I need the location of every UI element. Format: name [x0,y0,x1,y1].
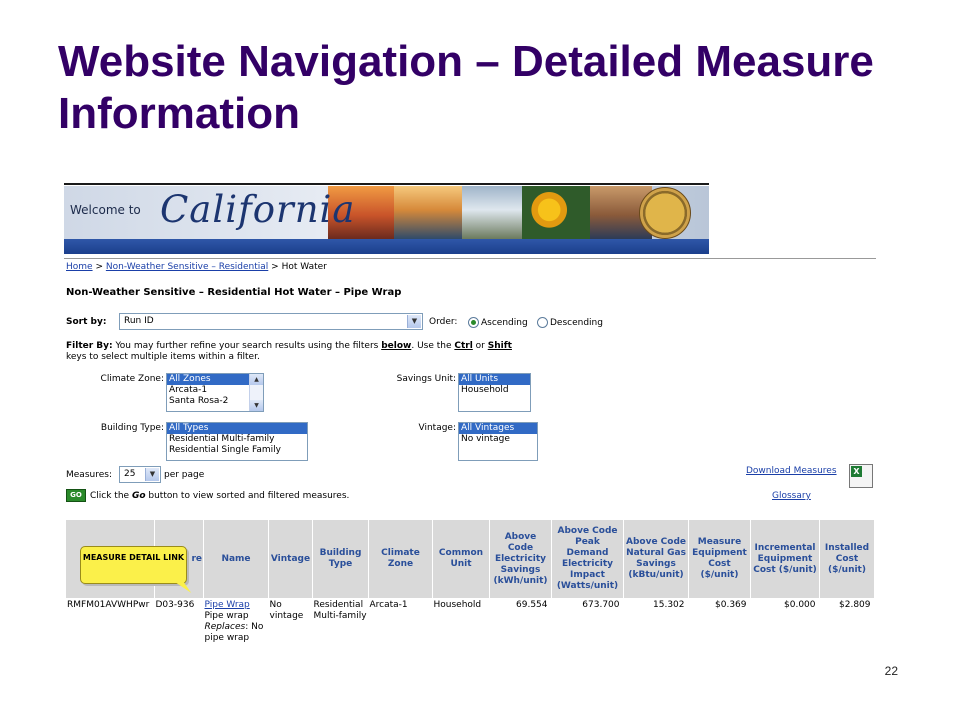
website-screenshot [64,183,876,653]
filter-text: You may further refine your search results using the filters [112,341,382,351]
list-option[interactable]: Residential Multi-family [169,434,275,444]
gas-savings-cell: 15.302 [653,600,685,610]
replaces-value: : No pipe wrap [204,622,264,643]
breadcrumb [66,262,327,273]
breadcrumb-home[interactable]: Home [66,262,93,272]
breadcrumb-current: Hot Water [281,262,327,272]
filter-below: below [381,341,412,351]
filter-ctrl: Ctrl [454,341,473,351]
banner-top-line [64,183,709,185]
slide-page-number: 22 [884,664,898,678]
col-header[interactable]: Name [204,520,269,598]
col-header[interactable]: Common Unit [433,520,490,598]
excel-icon[interactable] [849,464,873,488]
col-header[interactable]: Measure Equipment Cost ($/unit) [689,520,751,598]
col-header[interactable]: Above Code Peak Demand Electricity Impact (Watts/unit) [552,520,624,598]
breadcrumb-separator: > [271,262,279,272]
list-option[interactable]: All Vintages [459,423,537,434]
table-row [66,598,875,646]
col-header[interactable]: Above Code Electricity Savings (kWh/unit) [490,520,552,598]
climate-zone-listbox[interactable] [166,373,264,412]
filter-text: . Use the [411,341,455,351]
go-word: Go [131,491,146,501]
sort-label: Sort by: [66,317,107,327]
download-measures-link[interactable]: Download Measures [746,466,837,476]
breadcrumb-separator: > [95,262,103,272]
banner-blue-bar [64,239,709,254]
sort-by-value: Run ID [124,316,154,326]
list-option[interactable]: All Zones [167,374,263,385]
scroll-down-icon[interactable]: ▼ [250,400,263,411]
list-option[interactable]: All Types [167,423,307,434]
col-header[interactable]: Above Code Natural Gas Savings (kBtu/unit) [624,520,689,598]
go-text: Click the [90,491,132,501]
banner-welcome: Welcome to [70,203,141,217]
building-type-label: Building Type: [100,423,164,433]
chevron-down-icon[interactable]: ▼ [145,468,159,481]
peak-demand-cell: 673.700 [582,600,620,610]
chevron-down-icon[interactable]: ▼ [407,315,421,328]
measure-cost-cell: $0.369 [715,600,747,610]
vintage-label: Vintage: [418,423,456,433]
climate-zone-cell: Arcata-1 [369,600,408,610]
list-option[interactable]: All Units [459,374,530,385]
descending-radio[interactable] [537,317,548,328]
savings-unit-listbox[interactable] [458,373,531,412]
building-type-listbox[interactable] [166,422,308,461]
col-header[interactable]: Building Type [313,520,369,598]
order-label: Order: [429,317,458,327]
go-button[interactable]: GO [66,489,86,502]
savings-unit-label: Savings Unit: [396,374,456,384]
measures-value: 25 [124,469,136,479]
breadcrumb-section[interactable]: Non-Weather Sensitive – Residential [105,262,269,272]
list-option[interactable]: Household [461,385,509,395]
measures-label: Measures: [66,470,112,480]
slide-title: Website Navigation – Detailed Measure Information [58,37,874,138]
measure-detail-callout: MEASURE DETAIL LINK [80,546,187,584]
name-description: Pipe wrap [204,611,249,621]
col-header[interactable]: Installed Cost ($/unit) [820,520,875,598]
filter-text: keys to select multiple items within a filter. [66,352,260,362]
building-type-cell: Residential Multi-family [313,600,367,621]
per-page-label: per page [164,470,205,480]
waterfall-photo [462,186,522,239]
installed-cost-cell: $2.809 [839,600,871,610]
replaces-label: Replaces [204,622,246,632]
list-option[interactable]: Arcata-1 [169,385,208,395]
ascending-radio[interactable] [468,317,479,328]
climate-zone-label: Climate Zone: [100,374,164,384]
filter-shift: Shift [487,341,512,351]
banner-state-name: California [160,188,356,231]
col-header[interactable]: re [155,520,204,598]
vintage-cell: No vintage [269,600,304,621]
ascending-label: Ascending [481,318,528,328]
sunset-photo [394,186,462,239]
scroll-up-icon[interactable]: ▲ [250,374,263,385]
elec-savings-cell: 69.554 [516,600,548,610]
col-header[interactable]: Vintage [269,520,313,598]
measures-per-page-select[interactable] [119,466,161,483]
state-seal-icon [639,187,691,239]
sort-by-select[interactable] [119,313,423,330]
measure-cell: D03-936 [155,600,195,610]
filter-text: or [472,341,488,351]
col-header[interactable]: Incremental Equipment Cost ($/unit) [751,520,820,598]
header-divider [64,258,876,259]
measures-table [66,520,875,646]
go-text: button to view sorted and filtered measures. [145,491,350,501]
incremental-cost-cell: $0.000 [784,600,816,610]
filter-instructions [66,341,626,363]
california-banner [64,186,709,239]
poppy-photo [522,186,590,239]
measure-detail-link[interactable]: Pipe Wrap [204,600,250,610]
vintage-listbox[interactable] [458,422,538,461]
list-option[interactable]: Residential Single Family [169,445,281,455]
common-unit-cell: Household [433,600,482,610]
col-header[interactable]: Climate Zone [369,520,433,598]
filter-label: Filter By: [66,341,113,351]
run-id-cell: RMFM01AVWHPwr [67,600,150,610]
list-option[interactable]: No vintage [461,434,510,444]
page-heading: Non-Weather Sensitive – Residential Hot Water – Pipe Wrap [66,287,402,298]
glossary-link[interactable]: Glossary [772,491,811,501]
list-option[interactable]: Santa Rosa-2 [169,396,229,406]
go-instructions [90,491,349,502]
descending-label: Descending [550,318,603,328]
scrollbar[interactable] [249,374,263,411]
name-cell [204,598,269,646]
